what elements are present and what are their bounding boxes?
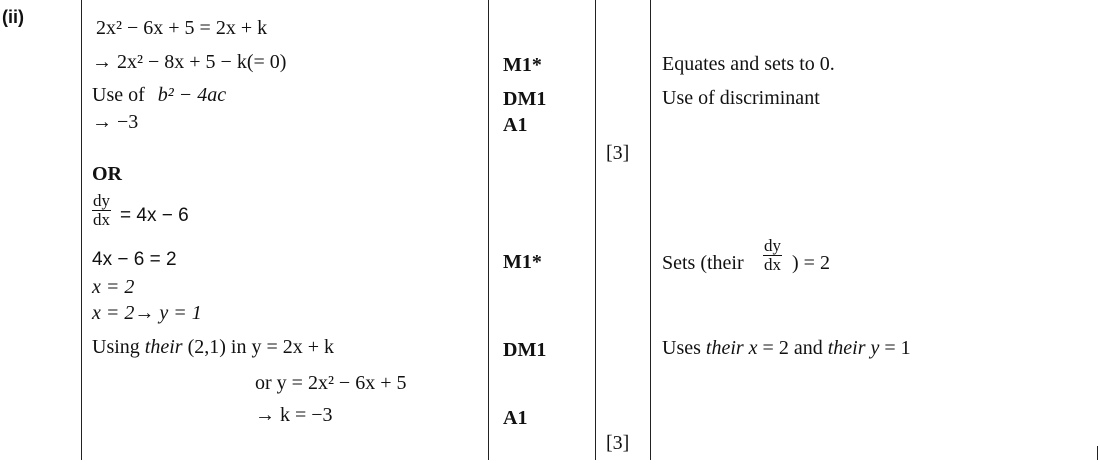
uses-text: Uses (662, 337, 701, 359)
working-line-6: x = 2 (92, 276, 135, 298)
mark-m1-star-1: M1* (503, 54, 542, 76)
note-sets-their-prefix: Sets (their (662, 252, 744, 274)
using-rest: (2,1) in y = 2x + k (187, 336, 335, 358)
working-line-7: x = 2→ y = 1 (92, 302, 202, 324)
column-rule-2 (488, 0, 489, 460)
note-uses-their (662, 337, 911, 359)
mark-dm1-2: DM1 (503, 339, 547, 361)
part-label: (ii) (2, 7, 24, 27)
note-sets-their-suffix: ) = 2 (792, 252, 830, 274)
dy-numerator: dy (93, 191, 110, 210)
note-dy-numerator: dy (764, 236, 781, 255)
total-marks-2: [3] (606, 432, 630, 454)
working-line-8 (92, 336, 334, 358)
working-line-2: → 2x² − 8x + 5 − k(= 0) (92, 51, 287, 73)
derivative-expression: = 4x − 6 (120, 205, 189, 226)
dy-dx-fraction (92, 192, 111, 229)
their-y-text: their y (827, 337, 880, 359)
column-rule-5 (1097, 446, 1098, 460)
or-label: OR (92, 163, 122, 185)
discriminant-expression: b² − 4ac (157, 84, 227, 106)
note-dx-denominator: dx (764, 255, 781, 274)
mark-dm1-1: DM1 (503, 88, 547, 110)
working-line-5: 4x − 6 = 2 (92, 249, 177, 270)
working-line-9: or y = 2x² − 6x + 5 (255, 372, 407, 394)
column-rule-4 (650, 0, 651, 460)
column-rule-1 (81, 0, 82, 460)
working-line-10: → k = −3 (255, 404, 333, 426)
working-line-3 (92, 84, 226, 106)
dx-denominator: dx (93, 210, 110, 229)
mark-a1-2: A1 (503, 407, 528, 429)
total-marks-1: [3] (606, 142, 630, 164)
their-text: their (144, 336, 183, 358)
working-line-1: 2x² − 6x + 5 = 2x + k (96, 17, 268, 39)
equals-one-text: = 1 (884, 337, 911, 359)
equals-two-and-text: = 2 and (762, 337, 823, 359)
note-discriminant: Use of discriminant (662, 87, 820, 109)
mark-a1-1: A1 (503, 114, 528, 136)
use-of-text: Use of (92, 84, 145, 106)
working-line-4: → −3 (92, 111, 139, 133)
note-equates: Equates and sets to 0. (662, 53, 835, 75)
mark-m1-star-2: M1* (503, 251, 542, 273)
their-x-text: their x (705, 337, 758, 359)
column-rule-3 (595, 0, 596, 460)
using-text: Using (92, 336, 140, 358)
note-dy-dx-fraction (763, 237, 782, 274)
